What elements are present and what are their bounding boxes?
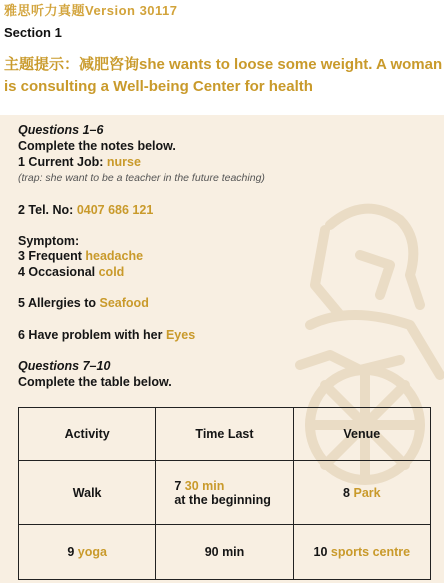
item-3: [18, 249, 143, 263]
table-row: [19, 525, 431, 580]
row1-time-answer: 30 min: [184, 478, 225, 493]
item-5-answer: Seafood: [99, 296, 149, 310]
symptom-label: Symptom:: [18, 234, 80, 248]
item-1-answer: nurse: [106, 155, 141, 169]
item-4-answer: cold: [98, 265, 125, 279]
table-header-row: [19, 408, 431, 461]
row2-venue-answer: sports centre: [330, 545, 411, 559]
row1-venue-answer: Park: [353, 485, 381, 500]
q1-6-instruction: Complete the notes below.: [18, 139, 176, 153]
item-6: [18, 328, 195, 342]
item-6-label: 6 Have problem with her: [18, 328, 166, 342]
col-venue: Venue: [293, 408, 430, 461]
theme-label: 主题提示：减肥咨询: [4, 56, 140, 73]
item-4: [18, 265, 124, 279]
item-3-label: 3 Frequent: [18, 249, 86, 263]
item-1: [18, 155, 141, 169]
row1-activity: Walk: [19, 461, 156, 525]
item-1-label: 1 Current Job:: [18, 155, 107, 169]
item-2-answer: 0407 686 121: [76, 203, 154, 217]
row2-activity: [19, 525, 156, 580]
item-3-answer: headache: [85, 249, 144, 263]
item-5: [18, 296, 149, 310]
row1-venue: [293, 461, 430, 525]
table-row: [19, 461, 431, 525]
theme-text: she wants to loose some weight. A woman is consulting a Well-being Center for health: [4, 56, 443, 95]
item-2: [18, 203, 153, 217]
item-6-answer: Eyes: [165, 328, 196, 342]
row1-time-num: 7: [174, 478, 185, 493]
row2-activity-answer: yoga: [77, 545, 107, 559]
item-4-label: 4 Occasional: [18, 265, 99, 279]
row1-time: [156, 461, 293, 525]
q7-10-instruction: Complete the table below.: [18, 375, 172, 389]
col-activity: Activity: [19, 408, 156, 461]
item-2-label: 2 Tel. No:: [18, 203, 77, 217]
q1-6-heading: Questions 1–6: [18, 123, 104, 137]
section-label: Section 1: [4, 25, 62, 40]
row2-venue: [293, 525, 430, 580]
q7-10-heading: Questions 7–10: [18, 359, 111, 373]
answer-table: [18, 407, 431, 580]
item-5-label: 5 Allergies to: [18, 296, 100, 310]
row1-venue-num: 8: [343, 485, 354, 500]
row2-time: 90 min: [156, 525, 293, 580]
trap-note: (trap: she want to be a teacher in the future teaching): [18, 172, 265, 184]
page-title: 雅思听力真题Version 30117: [4, 3, 178, 18]
row2-activity-num: 9: [67, 545, 78, 559]
row1-time-rest: at the beginning: [174, 492, 271, 507]
col-time-last: Time Last: [156, 408, 293, 461]
row2-venue-num: 10: [313, 545, 331, 559]
questions-panel: [0, 115, 444, 583]
theme-hint: [4, 54, 444, 98]
